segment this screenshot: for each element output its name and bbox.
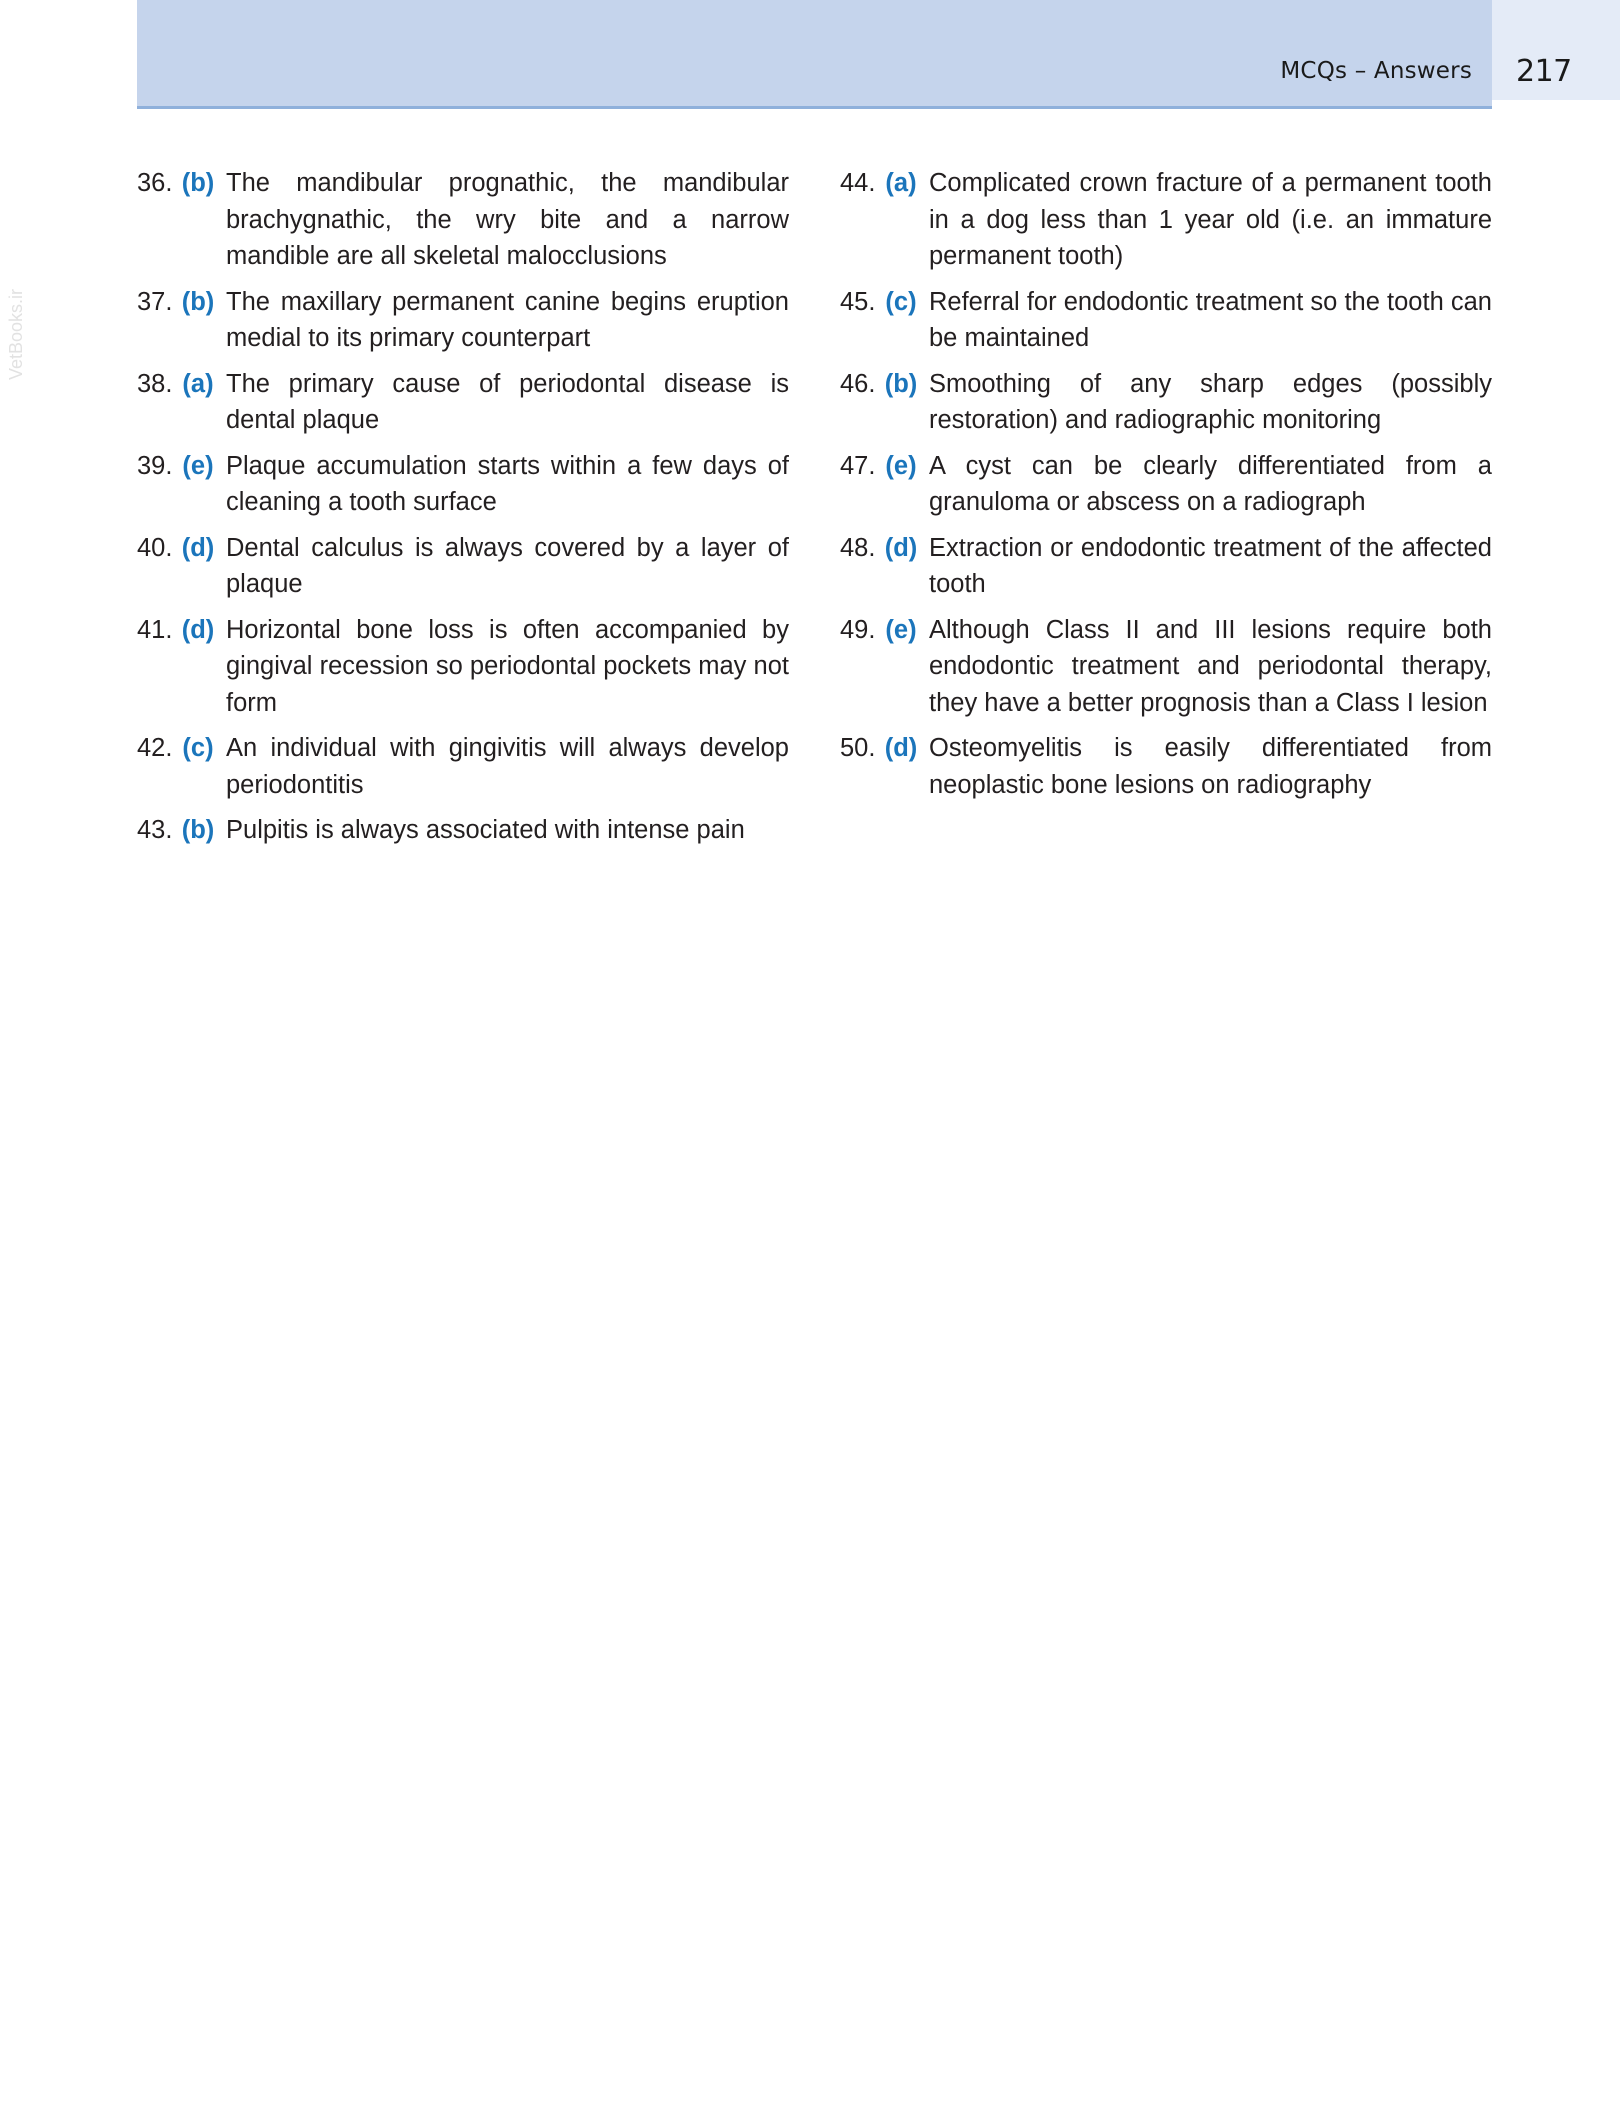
answer-text: An individual with gingivitis will always develop periodontitis [226,734,789,799]
answer-text: Dental calculus is always covered by a layer of plaque [226,533,789,598]
answer-text: The primary cause of periodontal disease is dental plaque [226,369,789,434]
question-number: 43. [137,816,173,844]
question-number: 38. [137,369,173,398]
answer-text: Referral for endodontic treatment so the tooth can be maintained [929,287,1492,352]
answer-item-44 [840,165,1492,275]
answer-letter: (e) [885,615,917,644]
question-number: 42. [137,734,173,762]
answer-letter: (a) [885,169,917,197]
question-number: 47. [840,451,876,480]
answer-item-43 [137,812,789,849]
answers-column-right [840,165,1492,812]
answer-letter: (b) [181,287,215,316]
answer-letter: (a) [182,369,214,398]
answer-text: Pulpitis is always associated with intense pain [226,816,745,844]
question-number: 41. [137,615,173,644]
answer-item-40 [137,530,789,603]
question-number: 40. [137,533,173,562]
answer-item-49 [840,612,1492,722]
answer-text: Horizontal bone loss is often accompanied by gingival recession so periodontal pockets may not form [226,615,789,717]
answer-letter: (d) [181,615,215,644]
answer-item-41 [137,612,789,722]
running-header [137,0,1492,109]
question-number: 36. [137,169,173,197]
answer-item-38 [137,366,789,439]
answer-letter: (b) [181,169,215,197]
answer-item-42 [137,730,789,803]
answer-text: The mandibular prognathic, the mandibular brachygnathic, the wry bite and a narrow mandible are all skeletal malocclusions [226,169,789,270]
answer-text: The maxillary permanent canine begins eruption medial to its primary counterpart [226,287,789,352]
answer-text: A cyst can be clearly differentiated from a granuloma or abscess on a radiograph [929,451,1492,516]
question-number: 48. [840,533,876,562]
running-header-title: MCQs – Answers [1280,58,1472,84]
page-number-tab [1492,0,1620,100]
answer-item-45 [840,284,1492,357]
answer-item-46 [840,366,1492,439]
page-number: 217 [1516,54,1572,89]
answer-item-48 [840,530,1492,603]
answer-letter: (b) [884,369,918,398]
answer-letter: (e) [182,451,214,480]
answer-letter: (d) [884,734,918,762]
answer-item-47 [840,448,1492,521]
answer-text: Smoothing of any sharp edges (possibly restoration) and radiographic monitoring [929,369,1492,434]
answer-letter: (d) [181,533,215,562]
answer-letter: (c) [885,287,917,316]
question-number: 44. [840,169,876,197]
side-watermark: VetBooks.ir [6,288,26,380]
question-number: 37. [137,287,173,316]
question-number: 46. [840,369,876,398]
answer-letter: (c) [182,734,214,762]
question-number: 49. [840,615,876,644]
answers-column-left [137,165,789,858]
answer-letter: (e) [885,451,917,480]
answer-item-37 [137,284,789,357]
answer-text: Osteomyelitis is easily differentiated from neoplastic bone lesions on radiography [929,734,1492,799]
answer-letter: (d) [884,533,918,562]
answer-text: Extraction or endodontic treatment of the affected tooth [929,533,1492,598]
answer-text: Plaque accumulation starts within a few days of cleaning a tooth surface [226,451,789,516]
question-number: 50. [840,734,876,762]
answer-text: Complicated crown fracture of a permanent tooth in a dog less than 1 year old (i.e. an immature permanent tooth) [929,169,1492,270]
answer-item-50 [840,730,1492,803]
answer-item-39 [137,448,789,521]
answer-item-36 [137,165,789,275]
question-number: 45. [840,287,876,316]
answer-letter: (b) [181,816,215,844]
answer-text: Although Class II and III lesions require both endodontic treatment and periodontal therapy, they have a better prognosis than a Class I lesion [929,615,1492,717]
question-number: 39. [137,451,173,480]
